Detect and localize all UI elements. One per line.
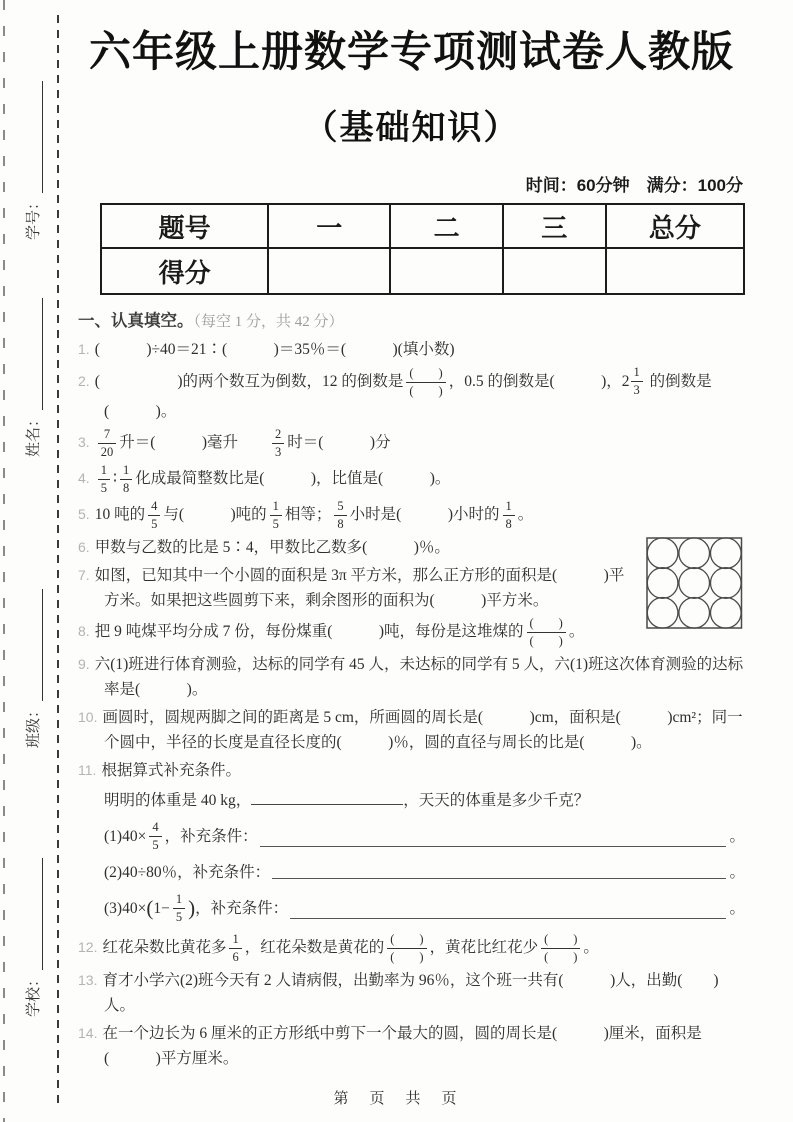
fraction-numerator: 1	[505, 499, 512, 514]
question-number: 8.	[78, 623, 90, 640]
question-subline	[78, 860, 745, 885]
fraction-denominator: 5	[149, 836, 161, 853]
question-number: 5.	[78, 506, 90, 523]
question-text: 如图，已知其中一个小圆的面积是 3π 平方米，那么正方形的面积是( )平方米。如果把这些圆剪下来，剩余图形的面积为( )平方米。	[94, 567, 625, 610]
fraction	[173, 892, 185, 925]
question-number: 1.	[78, 341, 90, 358]
question-line	[78, 652, 745, 702]
score-table-header-row	[101, 204, 744, 248]
question-text: 育才小学六(2)班今天有 2 人请病假，出勤率为 96％，这个班一共有( )人，出勤( )人。	[102, 972, 719, 1015]
points-cell-total	[606, 248, 744, 294]
question-subline	[78, 820, 745, 853]
question-line	[78, 365, 745, 424]
student-id-label: 学号：	[25, 194, 42, 240]
question-line	[78, 463, 745, 496]
page-title: 六年级上册数学专项测试卷人教版	[88, 28, 734, 75]
question-text: ，红花朵数是黄花的	[244, 939, 385, 957]
question-number: 12.	[78, 939, 98, 956]
fraction-denominator: 5	[270, 515, 282, 532]
fraction-denominator: 20	[98, 443, 117, 460]
question-text: 六(1)班进行体育测验，达标的同学有 45 人，未达标的同学有 5 人，六(1)班这次体育测验的达标率是( )。	[94, 656, 744, 699]
question-text: 。	[583, 939, 599, 957]
sidebar-field-class	[17, 578, 43, 748]
score-table-points-row	[101, 248, 744, 294]
fraction-numerator: ( )	[390, 932, 424, 947]
question-line	[78, 1021, 745, 1071]
question-line	[78, 705, 745, 755]
question-line	[78, 535, 745, 560]
question-text: 。	[568, 623, 585, 641]
fraction-blank	[541, 932, 580, 965]
fraction	[149, 820, 161, 853]
fraction	[229, 932, 241, 965]
question-text: 甲数与乙数的比是 5∶4，甲数比乙数多( )％。	[94, 539, 450, 557]
fraction	[148, 499, 160, 532]
question-number: 7.	[78, 567, 90, 584]
fraction-numerator: 1	[232, 932, 239, 947]
blank-line	[251, 789, 403, 805]
question-text: ，补充条件：	[195, 900, 289, 918]
question-text: 。	[729, 828, 745, 846]
question-subline	[78, 892, 745, 925]
class-label: 班级：	[25, 702, 42, 748]
name-label: 姓名：	[25, 411, 42, 457]
question-line	[78, 968, 745, 1018]
question-number: 3.	[78, 434, 90, 451]
question-text: 把 9 吨煤平均分成 7 份，每份煤重( )吨，每份是这堆煤的	[94, 623, 524, 641]
question-text: 画圆时，圆规两脚之间的距离是 5 cm，所画圆的周长是( )cm，面积是( )cm²；同一个圆中，半径的长度是直径长度的( )％，圆的直径与周长的比是( )。	[102, 709, 743, 752]
question-line	[78, 932, 745, 965]
question-text: 10 吨的	[94, 506, 146, 524]
fraction-denominator: 6	[229, 948, 241, 965]
fraction-blank	[527, 616, 566, 649]
fraction	[503, 499, 515, 532]
fraction-blank	[406, 366, 445, 399]
page-subtitle: （基础知识）	[303, 109, 520, 148]
question-text: ∶	[112, 470, 117, 488]
fraction	[272, 427, 284, 460]
question-text: 相等；	[284, 506, 332, 524]
question-text: ( )÷40＝21∶( )＝35％＝( )(填小数)	[94, 341, 455, 359]
question-line	[78, 758, 745, 783]
class-blank-line	[29, 589, 43, 701]
fraction	[98, 463, 110, 496]
fraction	[631, 365, 643, 398]
fraction	[120, 463, 132, 496]
fraction-numerator: 1	[100, 463, 107, 478]
question-subline	[78, 788, 745, 813]
fraction-denominator: 5	[98, 479, 110, 496]
section-points-note: （每空 1 分，共 42 分）	[193, 314, 344, 331]
score-cell-section-1: 一	[268, 204, 390, 248]
fill-blank-line	[290, 918, 726, 919]
section-one-heading	[78, 310, 745, 333]
score-cell-section-3: 三	[503, 204, 606, 248]
question-number: 6.	[78, 539, 90, 556]
question-text: 化成最简整数比是( )，比值是( )。	[135, 470, 451, 488]
question-number: 2.	[78, 373, 90, 390]
fraction	[98, 427, 117, 460]
points-cell-2	[390, 248, 503, 294]
fraction-denominator: 8	[334, 515, 346, 532]
time-and-score-info: 时间：60分钟 满分：100分	[525, 176, 743, 196]
questions-list	[78, 337, 745, 1071]
question-text: (2)40÷80％，补充条件：	[104, 864, 271, 882]
score-table	[100, 203, 745, 295]
fraction-numerator: 2	[275, 427, 282, 442]
question-text: 在一个边长为 6 厘米的正方形纸中剪下一个最大的圆，圆的周长是( )厘米，面积是( )平方厘米。	[102, 1025, 702, 1068]
section-title: 一、认真填空。	[78, 312, 194, 331]
question-number: 10.	[78, 709, 98, 726]
fraction-denominator: 5	[173, 908, 185, 925]
mixed-number	[622, 365, 646, 398]
sidebar-field-name	[17, 287, 43, 457]
question-text: 根据算式补充条件。	[101, 762, 241, 780]
points-cell-1	[268, 248, 390, 294]
question-text: 1−	[153, 900, 170, 918]
question-number: 13.	[78, 972, 98, 989]
fraction-numerator: 4	[151, 499, 158, 514]
big-paren: )	[188, 896, 196, 921]
question-text: 的倒数是 ( )。	[104, 373, 712, 421]
student-id-blank-line	[29, 81, 43, 193]
name-blank-line	[29, 298, 43, 410]
score-cell-label: 题号	[101, 204, 268, 248]
question-line	[78, 427, 745, 460]
fraction-numerator: 1	[272, 499, 279, 514]
sidebar-field-student-id	[17, 70, 43, 240]
paper-content	[78, 0, 745, 1122]
fraction-numerator: 1	[122, 463, 130, 478]
question-text: (1)40×	[104, 828, 147, 846]
question-text: 。	[729, 900, 745, 918]
question-text: 明明的体重是 40 kg，	[104, 792, 252, 810]
question-text: ，补充条件：	[164, 828, 258, 846]
question-text: 升＝( )毫升	[119, 434, 270, 452]
page-footer: 第 页 共 页	[333, 1090, 460, 1107]
fraction-denominator: ( )	[387, 948, 426, 965]
question-text: 。	[729, 864, 745, 882]
fraction-denominator: ( )	[527, 632, 566, 649]
fraction-denominator: 5	[148, 515, 160, 532]
circles-grid-svg	[646, 537, 743, 629]
question-text: ( )的两个数互为倒数，12 的倒数是	[94, 373, 404, 391]
fraction-numerator: 1	[633, 365, 640, 380]
fraction-denominator: ( )	[406, 382, 445, 399]
question-line	[78, 499, 745, 532]
question-line	[78, 337, 745, 362]
integer-part: 2	[621, 373, 630, 391]
fraction-denominator: 8	[503, 515, 515, 532]
fraction-denominator: 3	[272, 443, 284, 460]
question-number: 14.	[78, 1025, 98, 1042]
fraction	[334, 499, 346, 532]
fill-blank-line	[260, 846, 727, 847]
fraction-numerator: 7	[103, 427, 111, 442]
question-number: 11.	[78, 762, 97, 779]
school-label: 学校：	[25, 971, 42, 1017]
question-number: 4.	[78, 470, 90, 487]
question-text: (3)40×	[104, 900, 147, 918]
fraction	[270, 499, 282, 532]
question-line	[78, 563, 745, 613]
big-paren: (	[146, 896, 154, 921]
fraction-numerator: 5	[337, 499, 344, 514]
question-text: 时＝( )分	[287, 434, 391, 452]
sidebar-field-school	[17, 847, 43, 1017]
question-text: 。	[517, 506, 534, 524]
nine-circles-in-square-figure	[646, 537, 743, 634]
fraction-numerator: 4	[152, 820, 159, 835]
question-text: 红花朵数比黄花多	[102, 939, 227, 957]
fraction-blank	[387, 932, 426, 965]
fraction-numerator: ( )	[544, 932, 578, 947]
score-cell-total: 总分	[606, 204, 744, 248]
score-cell-section-2: 二	[390, 204, 503, 248]
question-text: 小时是( )小时的	[349, 506, 500, 524]
question-number: 9.	[78, 656, 90, 673]
points-cell-3	[503, 248, 606, 294]
question-text: ，0.5 的倒数是( )，	[448, 373, 622, 391]
fraction-denominator: 8	[120, 479, 132, 496]
binding-dashed-line	[57, 15, 59, 1105]
points-cell-label: 得分	[101, 248, 268, 294]
question-text: ，天天的体重是多少千克？	[403, 792, 590, 810]
fraction-numerator: ( )	[529, 616, 563, 631]
fraction-numerator: ( )	[409, 366, 443, 381]
fraction-denominator: ( )	[541, 948, 580, 965]
fraction-denominator: 3	[631, 381, 643, 398]
fill-blank-line	[272, 878, 726, 879]
question-line	[78, 616, 745, 649]
fraction-numerator: 1	[175, 892, 183, 907]
question-text: 与( )吨的	[163, 506, 267, 524]
school-blank-line	[29, 858, 43, 970]
question-text: ，黄花比红花少	[429, 939, 539, 957]
perforation-edge-line	[3, 0, 5, 1122]
